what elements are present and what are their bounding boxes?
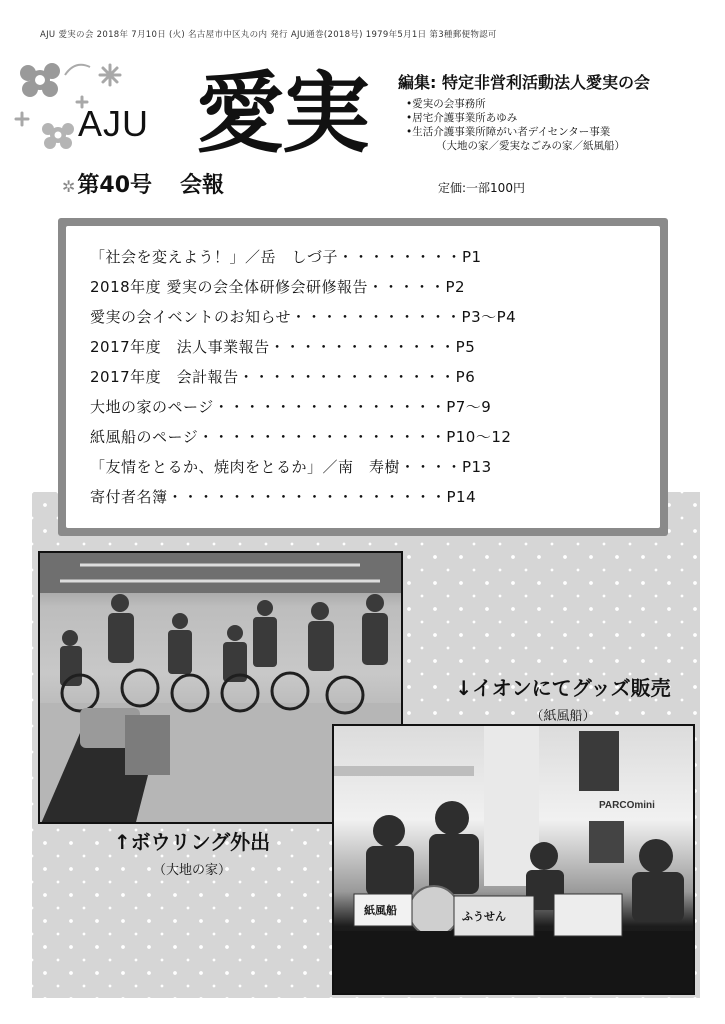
star-icon: ✲ <box>62 177 76 196</box>
toc-item: 2017年度 法人事業報告・・・・・・・・・・・・P5 <box>90 338 476 356</box>
toc-item: 愛実の会イベントのお知らせ・・・・・・・・・・・P3～P4 <box>90 308 517 326</box>
activity-list <box>398 97 703 153</box>
bowling-caption-sub: （大地の家） <box>152 863 231 878</box>
activity-item: （大地の家／愛実なごみの家／紙風船） <box>436 140 625 152</box>
activity-item: •愛実の会事務所 <box>406 98 486 110</box>
toc-item: 2018年度 愛実の会全体研修会研修報告・・・・・P2 <box>90 278 466 296</box>
toc-item: 寄付者名簿・・・・・・・・・・・・・・・・・・P14 <box>90 488 477 506</box>
issue-number: 第40号 <box>77 173 153 198</box>
toc-item: 「社会を変えよう！」／岳 しづ子・・・・・・・・P1 <box>90 248 482 266</box>
activity-item: •居宅介護事業所あゆみ <box>406 112 518 124</box>
toc-item: 2017年度 会計報告・・・・・・・・・・・・・・P6 <box>90 368 476 386</box>
aeon-photo <box>332 724 695 995</box>
aeon-caption <box>432 672 694 724</box>
aeon-scene-icon <box>334 726 695 995</box>
toc-panel <box>66 226 660 528</box>
store-sign: PARCOmini <box>599 800 655 811</box>
bowling-caption <box>92 826 292 878</box>
price: 定価:一部100円 <box>438 181 525 195</box>
toc-item: 紙風船のページ・・・・・・・・・・・・・・・・P10～12 <box>90 428 512 446</box>
editor-info <box>398 70 703 153</box>
aeon-caption-sub: （紙風船） <box>530 709 596 724</box>
aeon-caption-title: ↓イオンにてグッズ販売 <box>455 676 671 700</box>
toc-item: 「友情をとるか、焼肉をとるか」／南 寿樹・・・・P13 <box>90 458 492 476</box>
sign-fusen: ふうせん <box>462 911 506 923</box>
meta-line: AJU 愛実の会 2018年 7月10日 (火) 名古屋市中区丸の内 発行 AJU通巻(2018号) 1979年5月1日 第3種郵便物認可 <box>40 30 497 40</box>
issue-type: 会報 <box>180 173 225 198</box>
table-of-contents <box>58 218 668 536</box>
toc-list <box>90 242 650 512</box>
bowling-caption-title: ↑ボウリング外出 <box>113 830 271 854</box>
newsletter-title: 愛実 <box>196 62 369 165</box>
activity-item: •生活介護事業所障がい者デイセンター事業 <box>406 126 611 138</box>
editor-line: 編集: 特定非営利活動法人愛実の会 <box>398 73 650 92</box>
toc-item: 大地の家のページ・・・・・・・・・・・・・・・P7～9 <box>90 398 492 416</box>
sign-kamifusen: 紙風船 <box>364 905 397 917</box>
aju-logo: AJU <box>78 103 150 144</box>
issue-heading <box>62 168 224 199</box>
